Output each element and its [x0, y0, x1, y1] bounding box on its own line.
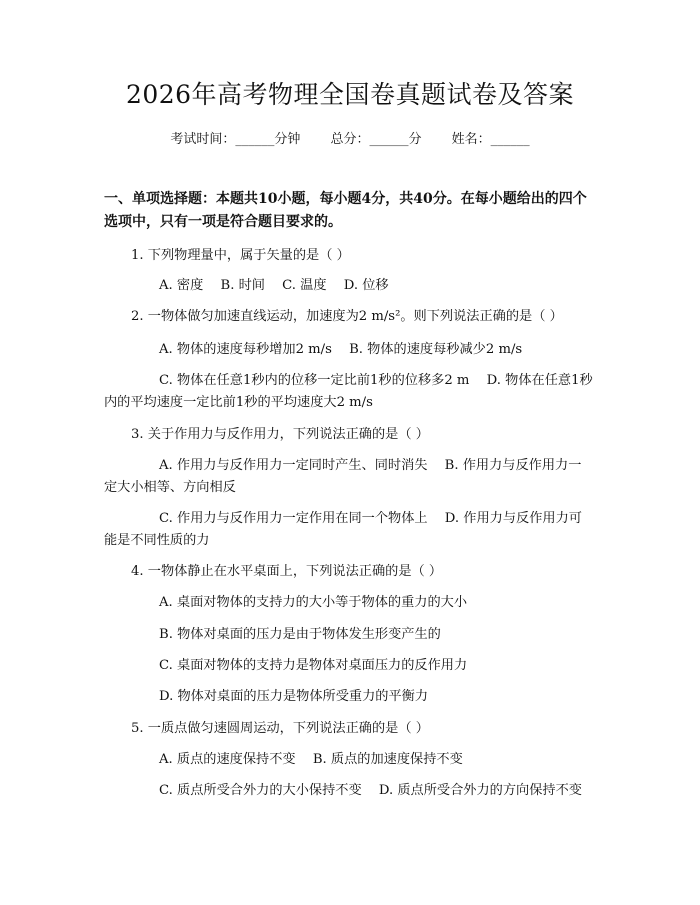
question-3-options-cd	[104, 508, 594, 552]
question-2-options-cd	[104, 370, 594, 414]
option-d: D. 质点所受合外力的方向保持不变	[378, 783, 582, 798]
exam-name-field: 姓名：______	[451, 132, 530, 147]
question-5-stem: 5. 一质点做匀速圆周运动，下列说法正确的是（ ）	[131, 721, 429, 736]
option-b: B. 质点的加速度保持不变	[312, 752, 463, 767]
question-1-options	[159, 275, 389, 297]
question-4-stem: 4. 一物体静止在水平桌面上，下列说法正确的是（ ）	[131, 564, 443, 579]
option-b: B. 作用力与反作用力一定大小相等、方向相反	[104, 458, 582, 495]
exam-score-field: 总分：______分	[330, 132, 422, 147]
exam-time-field: 考试时间：______分钟	[170, 132, 301, 147]
option-a: A. 作用力与反作用力一定同时产生、同时消失	[159, 458, 428, 473]
option-b: B. 时间	[220, 278, 265, 293]
page-title: 2026年高考物理全国卷真题试卷及答案	[125, 80, 575, 109]
option-c: C. 质点所受合外力的大小保持不变	[159, 783, 362, 798]
question-3-stem: 3. 关于作用力与反作用力，下列说法正确的是（ ）	[131, 427, 429, 442]
question-4-option-a: A. 桌面对物体的支持力的大小等于物体的重力的大小	[159, 595, 468, 610]
question-4-option-c: C. 桌面对物体的支持力是物体对桌面压力的反作用力	[159, 658, 468, 673]
option-c: C. 作用力与反作用力一定作用在同一个物体上	[159, 511, 428, 526]
option-d: D. 位移	[343, 278, 389, 293]
question-2-stem: 2. 一物体做匀加速直线运动，加速度为2 m/s²。则下列说法正确的是（ ）	[131, 309, 563, 324]
question-5-options-ab	[159, 749, 463, 771]
option-d: D. 物体在任意1秒内的平均速度一定比前1秒的平均速度大2 m/s	[104, 373, 593, 410]
option-d: D. 作用力与反作用力可能是不同性质的力	[104, 511, 582, 548]
question-1-stem: 1. 下列物理量中，属于矢量的是（ ）	[131, 248, 350, 263]
question-2-options-ab	[159, 339, 522, 361]
exam-info-line	[0, 130, 700, 150]
question-3-options-ab	[104, 455, 594, 499]
option-a: A. 质点的速度保持不变	[159, 752, 296, 767]
option-c: C. 温度	[282, 278, 327, 293]
option-c: C. 物体在任意1秒内的位移一定比前1秒的位移多2 m	[159, 373, 470, 388]
question-4-option-d: D. 物体对桌面的压力是物体所受重力的平衡力	[159, 689, 429, 704]
option-a: A. 密度	[159, 278, 204, 293]
question-4-option-b: B. 物体对桌面的压力是由于物体发生形变产生的	[159, 627, 441, 642]
section-heading: 一、单项选择题：本题共10小题，每小题4分，共40分。在每小题给出的四个选项中，只有一项是符合题目要求的。	[104, 191, 587, 230]
question-5-options-cd	[104, 780, 594, 802]
option-b: B. 物体的速度每秒减少2 m/s	[349, 342, 523, 357]
option-a: A. 物体的速度每秒增加2 m/s	[159, 342, 332, 357]
